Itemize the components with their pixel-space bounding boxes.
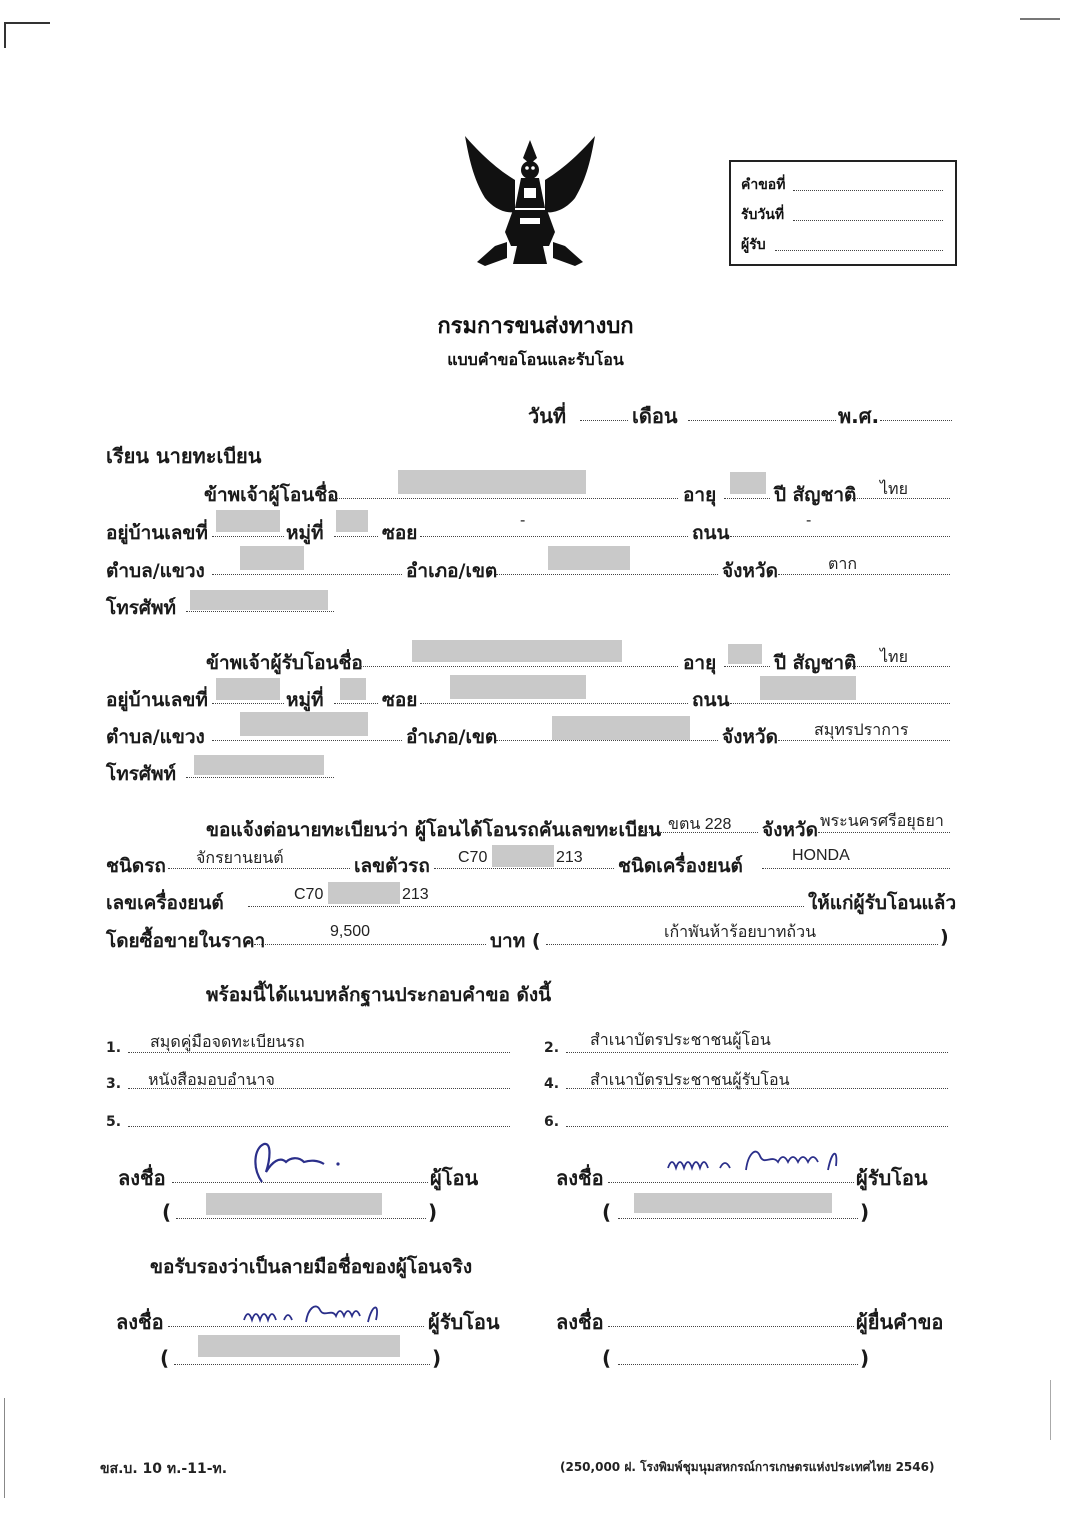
engine-no-suffix: 213 — [402, 886, 429, 903]
attachment-text-2: สำเนาบัตรประชาชนผู้โอน — [590, 1032, 771, 1049]
certifier-signature-icon — [240, 1296, 390, 1330]
transferee-phone-field[interactable] — [186, 777, 334, 778]
transferor-age-label: อายุ — [683, 484, 717, 506]
transferee-soi-label: ซอย — [382, 689, 418, 711]
transferor-soi-value: - — [520, 512, 526, 529]
certifier-close-paren: ) — [432, 1346, 442, 1370]
transferor-moo-label: หมู่ที่ — [286, 522, 324, 544]
attachment-field-5[interactable] — [128, 1126, 510, 1127]
applicant-close-paren: ) — [860, 1346, 870, 1370]
certifier-open-paren: ( — [160, 1346, 170, 1370]
printer-note: (250,000 ฝ. โรงพิมพ์ชุมนุมสหกรณ์การเกษตรแห่งประเทศไทย 2546) — [560, 1460, 935, 1474]
transferee-name-field[interactable] — [360, 666, 678, 667]
transferee-close-paren: ) — [860, 1200, 870, 1224]
transferee-soi-redaction — [450, 675, 586, 699]
transferee-subdistrict-field[interactable] — [212, 740, 402, 741]
transferor-province-label: จังหวัด — [722, 560, 778, 582]
date-month-field[interactable] — [688, 420, 836, 421]
transferor-phone-label: โทรศัพท์ — [106, 597, 177, 619]
transferor-road-value: - — [806, 512, 812, 529]
transferee-district-field[interactable] — [496, 740, 718, 741]
scan-edge-mark — [1020, 18, 1060, 20]
attachment-field-6[interactable] — [566, 1126, 948, 1127]
transferor-district-redaction — [548, 546, 630, 570]
price-close-paren: ) — [940, 926, 949, 948]
transferor-sign-label: ลงชื่อ — [118, 1166, 166, 1190]
chassis-redaction — [492, 845, 554, 867]
transferor-district-field[interactable] — [496, 574, 718, 575]
chassis-label: เลขตัวรถ — [354, 855, 430, 877]
transfer-notice-label: ขอแจ้งต่อนายทะเบียนว่า ผู้โอนได้โอนรถคันเลขทะเบียน — [206, 819, 662, 841]
transferor-name-redaction — [398, 470, 586, 494]
transferor-subdistrict-field[interactable] — [212, 574, 402, 575]
applicant-sign-label: ลงชื่อ — [556, 1310, 604, 1334]
scan-edge-mark — [1050, 1380, 1051, 1440]
attachment-text-1: สมุดคู่มือจดทะเบียนรถ — [150, 1034, 305, 1051]
transferee-house-label: อยู่บ้านเลขที่ — [106, 689, 208, 711]
transferor-subdistrict-redaction — [240, 546, 304, 570]
form-code: ขส.บ. 10 ท.-11-ท. — [100, 1461, 228, 1477]
transferee-district-label: อำเภอ/เขต — [406, 726, 498, 748]
transferee-house-field[interactable] — [212, 703, 284, 704]
attachment-no-6: 6. — [544, 1114, 560, 1130]
vehicle-type-value: จักรยานยนต์ — [196, 850, 284, 867]
receiver-field[interactable] — [775, 250, 943, 251]
request-no-label: คำขอที่ — [741, 177, 786, 193]
transferee-soi-field[interactable] — [420, 703, 688, 704]
certifier-printed-name-field[interactable] — [174, 1364, 430, 1365]
transferor-age-redaction — [730, 472, 766, 494]
transferee-road-field[interactable] — [730, 703, 950, 704]
transferee-printed-name-redaction — [634, 1193, 832, 1213]
transferor-printed-name-redaction — [206, 1193, 382, 1215]
transferor-open-paren: ( — [162, 1200, 172, 1224]
engine-type-value: HONDA — [792, 847, 850, 864]
attachment-no-5: 5. — [106, 1114, 122, 1130]
garuda-emblem-icon — [455, 128, 605, 278]
salutation: เรียน นายทะเบียน — [106, 444, 262, 468]
chassis-prefix: C70 — [458, 849, 488, 866]
engine-type-label: ชนิดเครื่องยนต์ — [618, 855, 743, 877]
transferor-district-label: อำเภอ/เขต — [406, 560, 498, 582]
transferee-road-redaction — [760, 676, 856, 700]
transferor-house-redaction — [216, 510, 280, 532]
transferee-name-label: ข้าพเจ้าผู้รับโอนชื่อ — [206, 652, 363, 674]
certifier-role-label: ผู้รับโอน — [428, 1310, 500, 1334]
transferee-age-redaction — [728, 644, 762, 664]
transferee-moo-redaction — [340, 678, 366, 700]
chassis-field[interactable] — [434, 868, 614, 869]
transferor-name-field[interactable] — [332, 498, 678, 499]
to-transferee-label: ให้แก่ผู้รับโอนแล้ว — [808, 892, 957, 914]
transferee-signature-icon — [660, 1140, 850, 1180]
department-title: กรมการขนส่งทางบก — [437, 314, 634, 339]
transferee-age-label: อายุ — [683, 652, 717, 674]
engine-no-redaction — [328, 882, 400, 904]
transferee-subdistrict-label: ตำบล/แขวง — [106, 726, 205, 748]
transferor-name-label: ข้าพเจ้าผู้โอนชื่อ — [204, 484, 339, 506]
price-field[interactable] — [254, 944, 486, 945]
attachments-heading: พร้อมนี้ได้แนบหลักฐานประกอบคำขอ ดังนี้ — [206, 984, 552, 1006]
date-day-label: วันที่ — [528, 404, 567, 428]
transferor-soi-field[interactable] — [420, 536, 688, 537]
transferee-moo-label: หมู่ที่ — [286, 689, 324, 711]
plate-province-value: พระนครศรีอยุธยา — [820, 813, 944, 830]
transferor-printed-name-field[interactable] — [176, 1218, 426, 1219]
transferor-age-field[interactable] — [724, 498, 770, 499]
transferee-sign-label: ลงชื่อ — [556, 1166, 604, 1190]
transferee-moo-field[interactable] — [334, 703, 378, 704]
date-day-field[interactable] — [580, 420, 628, 421]
transferee-signature-field[interactable] — [608, 1182, 854, 1183]
transferee-phone-redaction — [194, 755, 324, 775]
request-no-field[interactable] — [793, 190, 943, 191]
certifier-sign-label: ลงชื่อ — [116, 1310, 164, 1334]
transferee-district-redaction — [552, 716, 690, 740]
chassis-suffix: 213 — [556, 849, 583, 866]
applicant-open-paren: ( — [602, 1346, 612, 1370]
vehicle-type-label: ชนิดรถ — [106, 855, 166, 877]
date-year-field[interactable] — [880, 420, 952, 421]
price-words-value: เก้าพันห้าร้อยบาทถ้วน — [664, 924, 817, 941]
attachment-no-3: 3. — [106, 1076, 122, 1092]
baht-label: บาท ( — [490, 930, 541, 952]
plate-value: ขตน 228 — [668, 816, 732, 833]
attachment-text-3: หนังสือมอบอำนาจ — [148, 1072, 275, 1089]
engine-type-field[interactable] — [762, 868, 950, 869]
applicant-signature-field[interactable] — [608, 1326, 854, 1327]
form-title: แบบคำขอโอนและรับโอน — [447, 350, 624, 369]
certify-text: ขอรับรองว่าเป็นลายมือชื่อของผู้โอนจริง — [150, 1256, 473, 1278]
transferee-printed-name-field[interactable] — [618, 1218, 858, 1219]
attachment-no-4: 4. — [544, 1076, 560, 1092]
received-date-field[interactable] — [793, 220, 943, 221]
transferee-nationality-label: ปี สัญชาติ — [774, 652, 857, 674]
attachment-no-2: 2. — [544, 1040, 560, 1056]
transferor-role-label: ผู้โอน — [430, 1166, 479, 1190]
engine-no-field[interactable] — [248, 906, 804, 907]
transferor-moo-redaction — [336, 510, 368, 532]
received-date-label: รับวันที่ — [741, 207, 785, 223]
scan-corner-mark — [4, 22, 50, 48]
transferee-nationality-value: ไทย — [880, 649, 908, 666]
transferee-road-label: ถนน — [692, 689, 730, 711]
transferee-province-label: จังหวัด — [722, 726, 778, 748]
receiver-label: ผู้รับ — [741, 237, 766, 253]
transferor-province-field[interactable] — [778, 574, 950, 575]
transferor-road-field[interactable] — [730, 536, 950, 537]
transferor-close-paren: ) — [428, 1200, 438, 1224]
engine-no-label: เลขเครื่องยนต์ — [106, 892, 224, 914]
transferor-phone-field[interactable] — [186, 611, 334, 612]
transferor-signature-icon — [240, 1138, 350, 1186]
transferor-road-label: ถนน — [692, 522, 730, 544]
transferee-phone-label: โทรศัพท์ — [106, 763, 177, 785]
transferee-house-redaction — [216, 678, 280, 700]
applicant-printed-name-field[interactable] — [618, 1364, 858, 1365]
transferee-province-value: สมุทรปราการ — [814, 722, 909, 739]
transferee-open-paren: ( — [602, 1200, 612, 1224]
attachment-text-4: สำเนาบัตรประชาชนผู้รับโอน — [590, 1072, 790, 1089]
transferor-moo-field[interactable] — [334, 536, 378, 537]
transferor-nationality-value: ไทย — [880, 481, 908, 498]
transferor-phone-redaction — [190, 590, 328, 610]
transferor-nationality-label: ปี สัญชาติ — [774, 484, 857, 506]
price-value: 9,500 — [330, 923, 371, 940]
plate-province-label: จังหวัด — [762, 819, 818, 841]
transferor-subdistrict-label: ตำบล/แขวง — [106, 560, 205, 582]
certifier-printed-name-redaction — [198, 1335, 400, 1357]
transferee-name-redaction — [412, 640, 622, 662]
date-month-label: เดือน — [632, 404, 678, 428]
date-year-label: พ.ศ. — [838, 404, 880, 428]
transferor-house-field[interactable] — [212, 536, 284, 537]
engine-no-prefix: C70 — [294, 886, 324, 903]
scan-edge-mark — [4, 1398, 5, 1498]
price-label: โดยซื้อขายในราคา — [106, 930, 266, 952]
transferor-province-value: ตาก — [828, 556, 858, 573]
transferee-age-field[interactable] — [724, 666, 770, 667]
transferor-house-label: อยู่บ้านเลขที่ — [106, 522, 208, 544]
attachment-no-1: 1. — [106, 1040, 122, 1056]
applicant-role-label: ผู้ยื่นคำขอ — [856, 1310, 944, 1334]
transferee-subdistrict-redaction — [240, 712, 368, 736]
office-use-box — [729, 160, 957, 266]
transferee-role-label: ผู้รับโอน — [856, 1166, 928, 1190]
transferor-soi-label: ซอย — [382, 522, 418, 544]
